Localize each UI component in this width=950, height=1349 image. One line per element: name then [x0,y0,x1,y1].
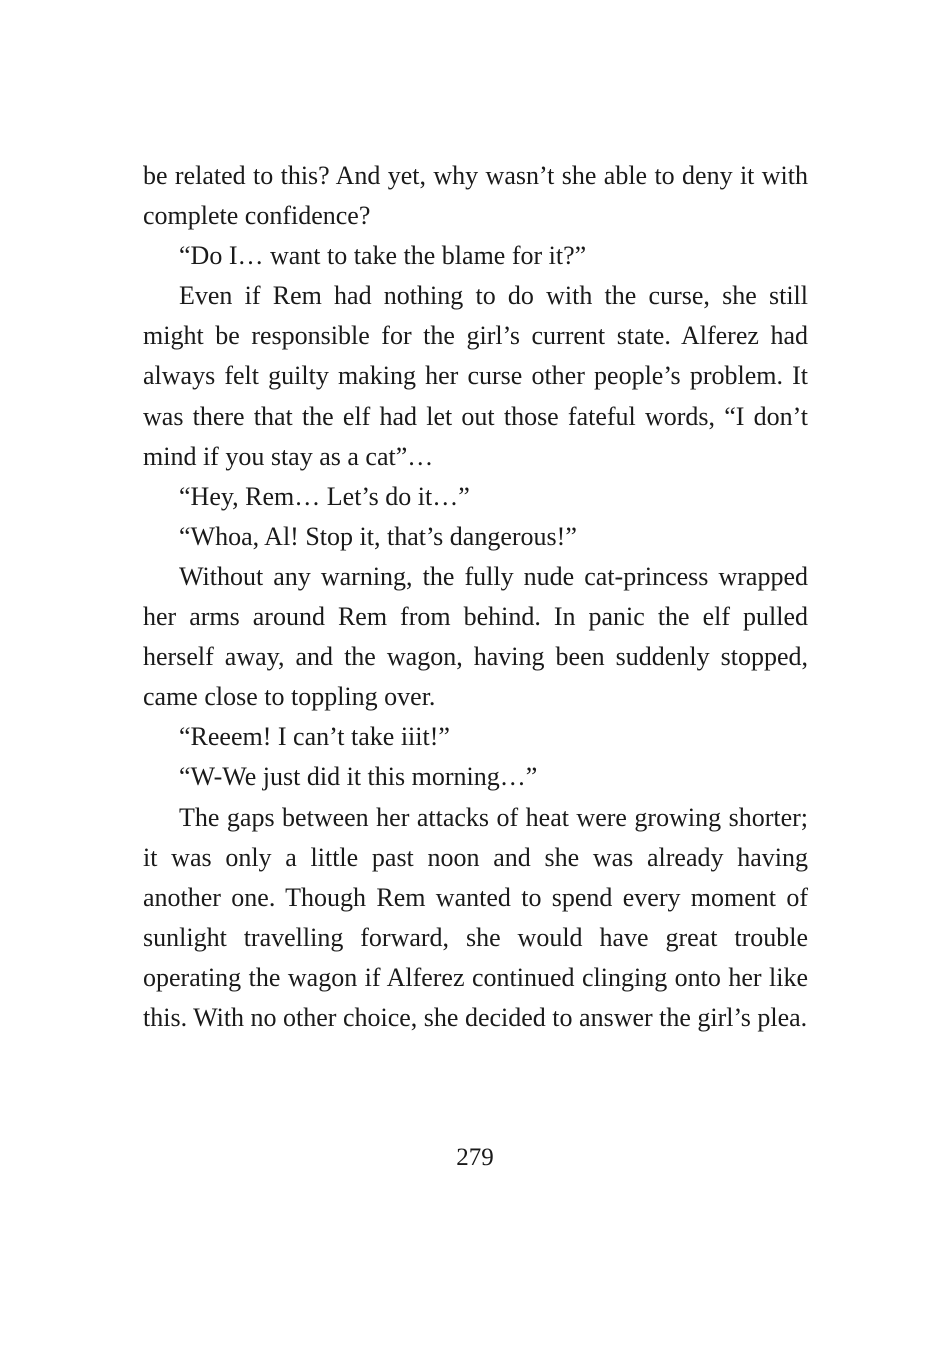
paragraph-wagon: Without any warning, the fully nude cat-princess wrapped her arms around Rem from behind. In panic the elf pulled herself away, and the wagon, having been suddenly stopped, came close to toppling over. [143,561,808,712]
paragraph-responsibility: Even if Rem had nothing to do with the curse, she still might be responsible for the girl’s current state. Alferez had always felt guilty making her curse other people’s problem. It was there that the elf had let out those fateful words, “I don’t mind if you stay as a cat”… [143,281,808,471]
paragraph-dialogue-blame: “Do I… want to take the blame for it?” [179,241,587,271]
paragraph-dialogue-hey-rem: “Hey, Rem… Let’s do it…” [179,481,470,511]
body-text [143,156,808,1038]
paragraph-dialogue-whoa: “Whoa, Al! Stop it, that’s dangerous!” [179,521,577,551]
paragraph-dialogue-reeem: “Reeem! I can’t take iiit!” [179,722,450,752]
paragraph-dialogue-morning: “W-We just did it this morning…” [179,762,538,792]
page-number: 279 [456,1144,494,1171]
paragraph-continuation: be related to this? And yet, why wasn’t she able to deny it with complete confidence? [143,161,808,231]
paragraph-heat: The gaps between her attacks of heat were growing shorter; it was only a little past noon and she was already having another one. Though Rem wanted to spend every moment of sunlight travelling forward, she would have great trouble operating the wagon if Alferez continued clinging onto her like this. With no other choice, she decided to answer the girl’s plea. [143,802,808,1032]
